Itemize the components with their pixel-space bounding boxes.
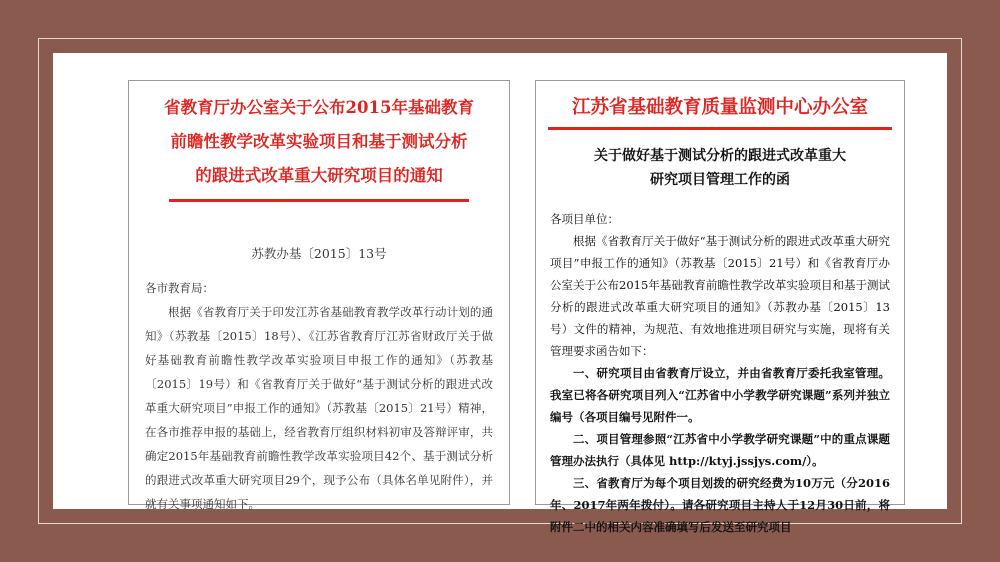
notice-title-line-2: 前瞻性教学改革实验项目和基于测试分析 — [170, 132, 468, 151]
notice-title-line-1: 省教育厅办公室关于公布2015年基础教育 — [164, 98, 474, 117]
notice-body: 根据《省教育厅关于印发江苏省基础教育教学改革行动计划的通知》（苏教基〔2015〕18号）、《江苏省教育厅江苏省财政厅关于做好基础教育前瞻性教学改革实验项目申报工作的通知》（苏教基〔2015〕19号）和《省教育厅关于做好“基于测试分析的跟进式改革重大研究项目”申报工作的通知》（苏教基〔2015〕21号）精神，在各市推荐申报的基础上，经省教育厅组织材料初审及答辩评审，共确定2015年基础教育前瞻性教学改革实验项目42个、基于测试分析的跟进式改革重大研究项目29个，现予公布（具体名单见附件），并就有关事项通知如下。 — [145, 305, 493, 511]
letter-document-right — [535, 80, 905, 534]
addressee: 各市教育局： — [145, 281, 214, 295]
letterhead: 江苏省基础教育质量监测中心办公室 — [571, 97, 868, 118]
letter-item-2: 二、项目管理参照“江苏省中小学教学研究课题”中的重点课题管理办法执行（具体见 http://ktyj.jssjys.com/）。 — [550, 432, 890, 468]
notice-title — [129, 81, 509, 193]
letter-addressee: 各项目单位： — [550, 212, 619, 226]
letter-subtitle-line-1: 关于做好基于测试分析的跟进式改革重大 — [594, 148, 846, 164]
document-number: 苏教办基〔2015〕13号 — [251, 246, 387, 261]
letter-subtitle-line-2: 研究项目管理工作的函 — [650, 172, 790, 188]
letter-subtitle — [536, 144, 904, 192]
letterhead-divider — [548, 127, 892, 130]
letter-intro: 根据《省教育厅关于做好“基于测试分析的跟进式改革重大研究项目”申报工作的通知》（苏教基〔2015〕21号）和《省教育厅办公室关于公布2015年基础教育前瞻性教学改革实验项目和基于测试分析的跟进式改革重大研究项目的通知》（苏教办基〔2015〕13号）文件的精神，为规范、有效地推进项目研究与实施，现将有关管理要求函告如下： — [550, 234, 890, 358]
content-panel — [53, 53, 947, 534]
letter-item-1: 一、研究项目由省教育厅设立，并由省教育厅委托我室管理。我室已将各研究项目列入“江苏省中小学教学研究课题”系列并独立编号（各项目编号见附件一。 — [550, 366, 890, 424]
red-divider — [169, 199, 469, 202]
notice-title-line-3: 的跟进式改革重大研究项目的通知 — [195, 166, 443, 185]
letter-item-3: 三、省教育厅为每个项目划拨的研究经费为10万元（分2016年、2017年两年拨付）。请各研究项目主持人于12月30日前，将附件二中的相关内容准确填写后发送至研究项目 — [550, 476, 890, 534]
notice-document-left — [128, 80, 510, 511]
